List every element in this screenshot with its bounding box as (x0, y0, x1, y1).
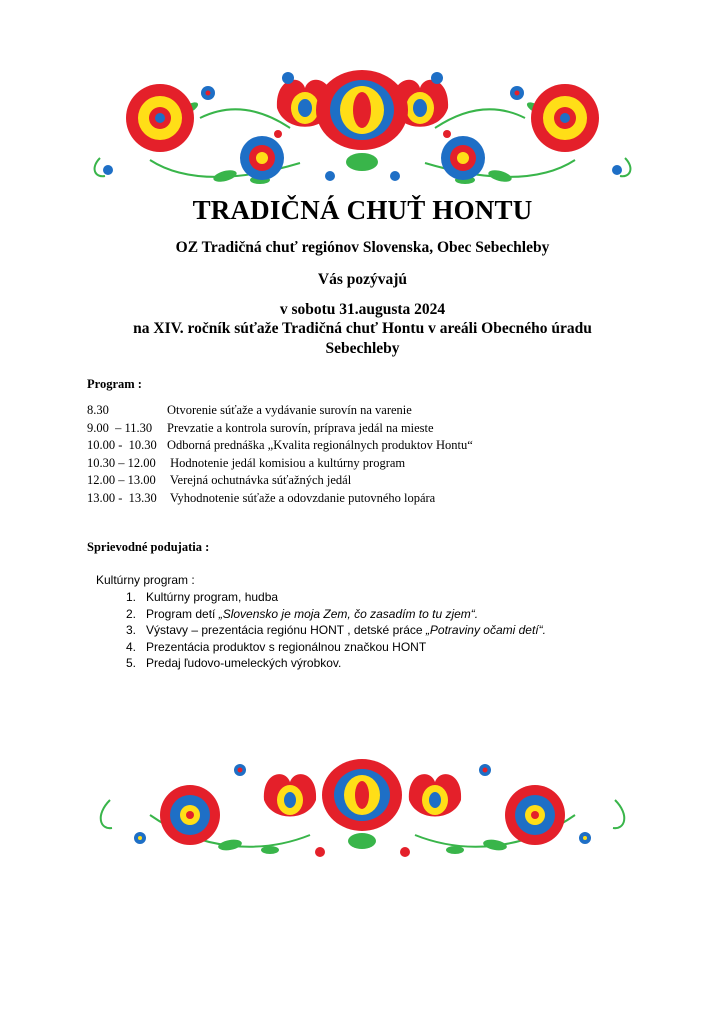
list-item-text (136, 639, 426, 656)
schedule-row (87, 437, 473, 455)
list-item-plain-text: Predaj ľudovo-umeleckých výrobkov. (146, 656, 342, 670)
page-title: TRADIČNÁ CHUŤ HONTU (192, 195, 533, 225)
schedule-time: 10.30 – 12.00 (87, 455, 156, 470)
list-item-plain-text: Prezentácia produktov s regionálnou značkou HONT (146, 639, 427, 654)
invite-line: Vás pozývajú (317, 271, 408, 288)
culture-program-title: Kultúrny program : (96, 573, 195, 587)
top-folk-ornament-icon (0, 68, 725, 188)
culture-program-list (96, 589, 546, 672)
schedule-time: 8.30 (87, 403, 109, 417)
schedule-time: 10.00 - 10.30 (87, 438, 157, 453)
culture-program (96, 572, 546, 672)
list-item-number: 1. (125, 590, 136, 604)
schedule-desc: Vyhodnotenie súťaže a odovzdanie putovného lopára (167, 490, 436, 505)
list-item (96, 639, 546, 656)
list-item-number: 2. (125, 606, 136, 621)
organizers-line: OZ Tradičná chuť regiónov Slovenska, Obec Sebechleby (175, 239, 550, 256)
program-schedule (87, 402, 473, 508)
list-item-italic-text: „Potraviny očami detí“. (425, 623, 546, 637)
list-item-plain-text: Výstavy – prezentácia regiónu HONT , detské práce (146, 623, 426, 637)
list-item-number: 5. (125, 656, 136, 670)
event-date: v sobotu 31.augusta 2024 (279, 301, 446, 318)
schedule-time: 13.00 - 13.30 (87, 490, 157, 505)
schedule-row (87, 420, 473, 438)
list-item-italic-text: „Slovensko je moja Zem, čo zasadím to tu zjem“. (218, 606, 479, 621)
schedule-row (87, 402, 473, 420)
schedule-row (87, 490, 473, 508)
list-item-text (136, 589, 278, 606)
list-item-text (136, 606, 478, 623)
list-item-text (136, 655, 341, 672)
side-events-label: Sprievodné podujatia : (87, 540, 210, 554)
schedule-row (87, 472, 473, 490)
program-label: Program : (87, 377, 142, 391)
schedule-desc: Odborná prednáška „Kvalita regionálnych produktov Hontu“ (167, 438, 473, 453)
event-description-line1: na XIV. ročník súťaže Tradičná chuť Hontu v areáli Obecného úradu (133, 320, 592, 337)
bottom-folk-ornament-icon (0, 740, 725, 870)
list-item-plain-text: Program detí (146, 606, 219, 621)
schedule-time: 12.00 – 13.00 (87, 473, 156, 488)
schedule-desc: Prevzatie a kontrola surovín, príprava jedál na mieste (167, 420, 434, 435)
schedule-desc: Verejná ochutnávka súťažných jedál (167, 473, 352, 488)
list-item (96, 589, 546, 606)
list-item-number: 3. (125, 623, 136, 637)
event-description-line2: Sebechleby (325, 340, 400, 357)
list-item-plain-text: Kultúrny program, hudba (146, 590, 279, 604)
schedule-row (87, 455, 473, 473)
list-item (96, 655, 546, 672)
list-item (96, 622, 546, 639)
schedule-desc: Otvorenie súťaže a vydávanie surovín na varenie (167, 403, 412, 417)
list-item-number: 4. (125, 639, 136, 654)
list-item-text (136, 622, 546, 639)
schedule-time: 9.00 – 11.30 (87, 420, 153, 435)
list-item (96, 606, 546, 623)
schedule-desc: Hodnotenie jedál komisiou a kultúrny program (167, 455, 406, 470)
